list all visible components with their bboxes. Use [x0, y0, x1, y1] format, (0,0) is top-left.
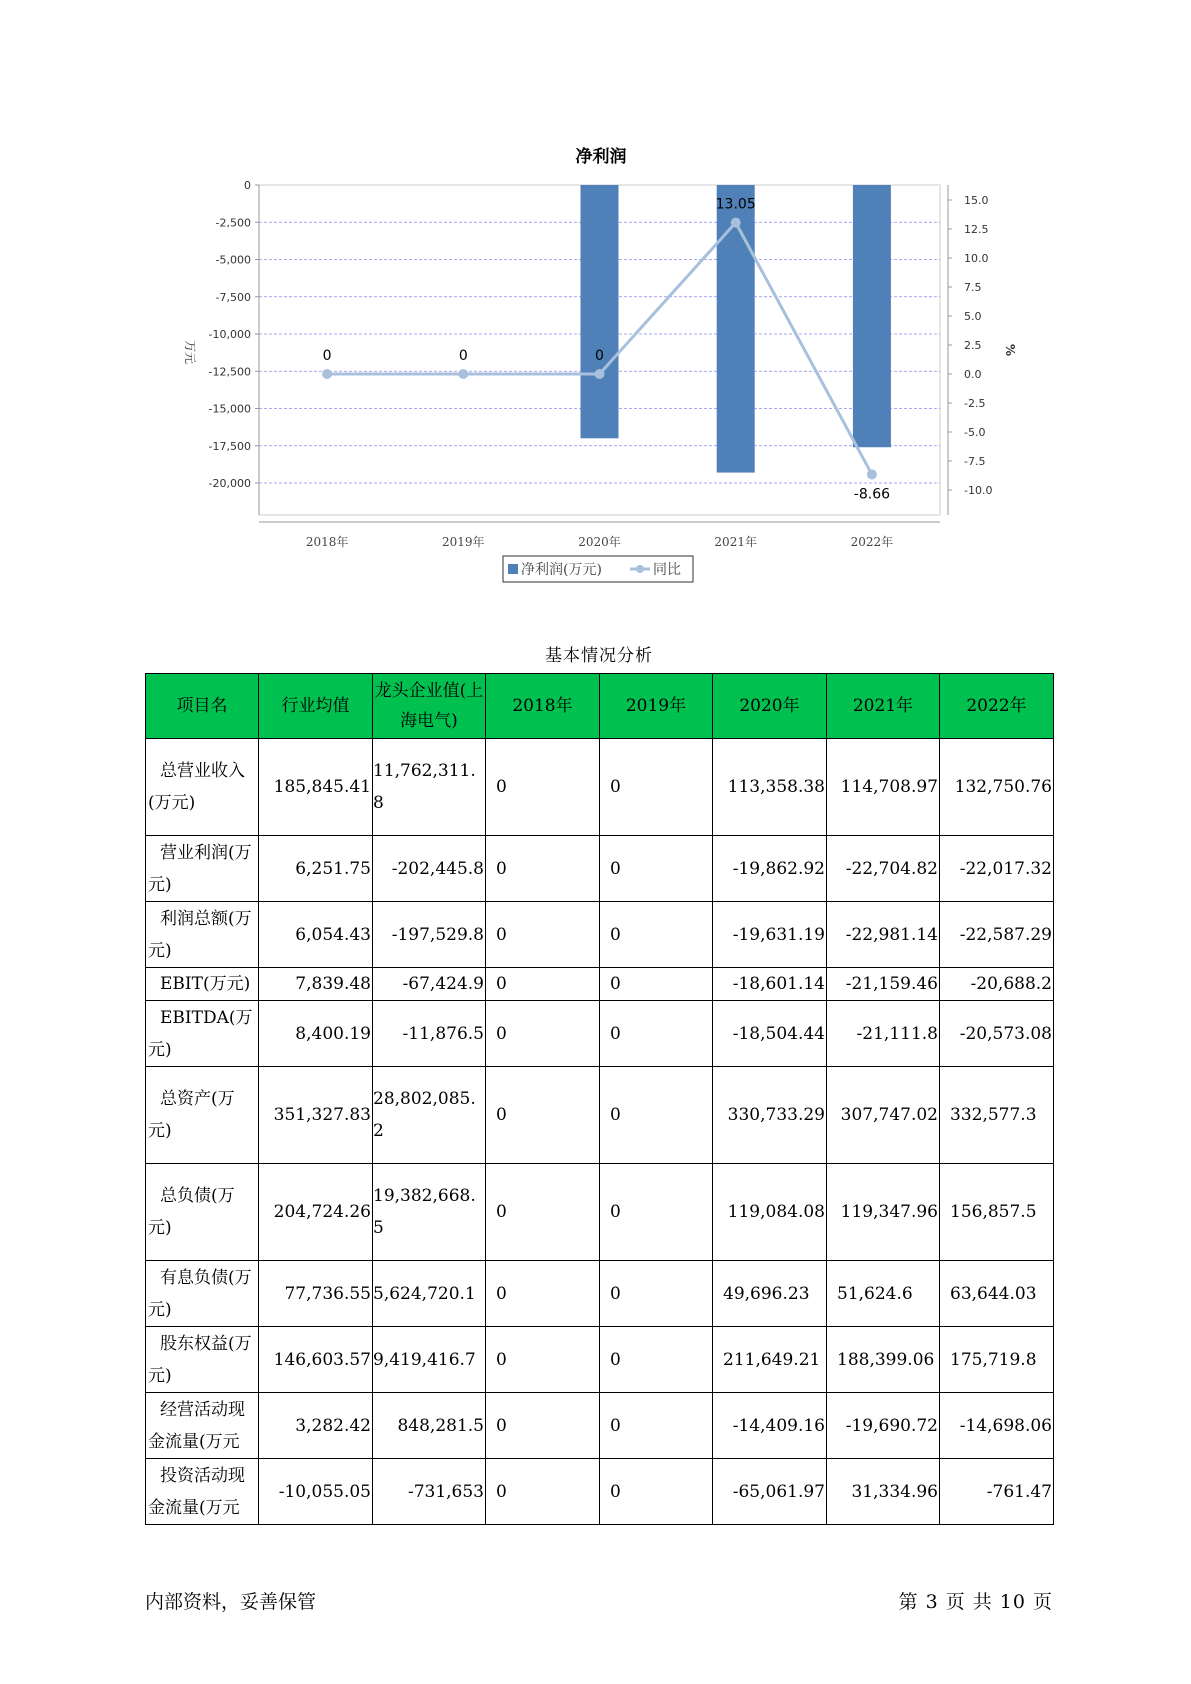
year-value-cell: 0 [486, 1001, 600, 1067]
y-tick-label: -10,000 [208, 328, 251, 341]
legend-label-net-profit: 净利润(万元) [521, 562, 602, 578]
year-value-cell: -20,688.2 [940, 968, 1054, 1001]
year-value-cell: 0 [600, 1164, 713, 1261]
table-row [146, 1459, 1054, 1525]
legend-swatch-bar [508, 564, 518, 574]
x-tick-label: 2020年 [578, 535, 621, 549]
table-row [146, 1261, 1054, 1327]
year-value-cell: 0 [600, 1261, 713, 1327]
industry-average-cell: -10,055.05 [259, 1459, 373, 1525]
growth-point-2021年 [731, 218, 741, 228]
year-value-cell: 0 [486, 1164, 600, 1261]
leader-value-cell: 11,762,311.8 [373, 739, 486, 836]
industry-average-cell: 351,327.83 [259, 1067, 373, 1164]
growth-point-2018年 [322, 369, 332, 379]
header-cell: 项目名 [146, 674, 259, 739]
row-name-cell: 总负债(万元) [146, 1164, 259, 1261]
growth-point-2020年 [595, 369, 605, 379]
chart-title: 净利润 [575, 147, 627, 167]
year-value-cell: -14,698.06 [940, 1393, 1054, 1459]
table-row [146, 1164, 1054, 1261]
year-value-cell: 49,696.23 [713, 1261, 827, 1327]
leader-value-cell: 9,419,416.7 [373, 1327, 486, 1393]
legend-swatch-dot [636, 565, 644, 573]
year-value-cell: 188,399.06 [827, 1327, 940, 1393]
year-value-cell: 119,084.08 [713, 1164, 827, 1261]
chart-legend [503, 556, 693, 582]
x-tick-label: 2019年 [442, 535, 485, 549]
year-value-cell: 132,750.76 [940, 739, 1054, 836]
year-value-cell: -21,159.46 [827, 968, 940, 1001]
leader-value-cell: 19,382,668.5 [373, 1164, 486, 1261]
year-value-cell: 0 [486, 1459, 600, 1525]
y-tick-label: -15,000 [208, 402, 251, 416]
row-name-cell: 投资活动现金流量(万元 [146, 1459, 259, 1525]
year-value-cell: -19,690.72 [827, 1393, 940, 1459]
year-value-cell: 0 [486, 968, 600, 1001]
industry-average-cell: 185,845.41 [259, 739, 373, 836]
row-name-cell: EBITDA(万元) [146, 1001, 259, 1067]
row-name-cell: 总资产(万元) [146, 1067, 259, 1164]
y2-tick-label: 0.0 [964, 368, 982, 381]
year-value-cell: 211,649.21 [713, 1327, 827, 1393]
year-value-cell: -65,061.97 [713, 1459, 827, 1525]
year-value-cell: 156,857.5 [940, 1164, 1054, 1261]
table-row [146, 968, 1054, 1001]
data-label-2021年: 13.05 [715, 196, 756, 213]
year-value-cell: 0 [600, 836, 713, 902]
industry-average-cell: 7,839.48 [259, 968, 373, 1001]
data-label-2022年: -8.66 [853, 486, 891, 503]
table-row [146, 739, 1054, 836]
leader-value-cell: -67,424.9 [373, 968, 486, 1001]
row-name-cell: 股东权益(万元) [146, 1327, 259, 1393]
row-name-cell: 有息负债(万元) [146, 1261, 259, 1327]
y2-tick-label: 5.0 [964, 310, 982, 323]
data-label-2019年: 0 [458, 348, 468, 364]
year-value-cell: 0 [486, 1067, 600, 1164]
growth-point-2022年 [867, 469, 877, 479]
leader-value-cell: -202,445.8 [373, 836, 486, 902]
y2-tick-label: 12.5 [964, 223, 989, 236]
row-name-cell: EBIT(万元) [146, 968, 259, 1001]
industry-average-cell: 3,282.42 [259, 1393, 373, 1459]
year-value-cell: 307,747.02 [827, 1067, 940, 1164]
industry-average-cell: 6,251.75 [259, 836, 373, 902]
y2-tick-label: -2.5 [964, 397, 986, 410]
footer-page-number: 第 3 页 共 10 页 [898, 1591, 1053, 1613]
year-value-cell: -18,601.14 [713, 968, 827, 1001]
row-name-cell: 利润总额(万元) [146, 902, 259, 968]
y-axis-label: 万元 [183, 339, 197, 365]
y-tick-label: -2,500 [215, 216, 251, 230]
table-row [146, 836, 1054, 902]
year-value-cell: -22,587.29 [940, 902, 1054, 968]
leader-value-cell: 5,624,720.1 [373, 1261, 486, 1327]
header-cell: 2021年 [827, 674, 940, 739]
year-value-cell: 0 [486, 1261, 600, 1327]
year-value-cell: -21,111.8 [827, 1001, 940, 1067]
year-value-cell: 0 [600, 1459, 713, 1525]
year-value-cell: 0 [486, 902, 600, 968]
industry-average-cell: 204,724.26 [259, 1164, 373, 1261]
table-caption: 基本情况分析 [545, 646, 653, 666]
y2-tick-label: -7.5 [964, 455, 986, 468]
header-cell: 2020年 [713, 674, 827, 739]
y2-tick-label: 10.0 [964, 252, 989, 265]
leader-value-cell: 848,281.5 [373, 1393, 486, 1459]
table-row [146, 1067, 1054, 1164]
leader-value-cell: 28,802,085.2 [373, 1067, 486, 1164]
x-tick-label: 2021年 [714, 535, 757, 549]
year-value-cell: 51,624.6 [827, 1261, 940, 1327]
table-row [146, 1393, 1054, 1459]
table-row [146, 1001, 1054, 1067]
y2-axis-label: % [1003, 343, 1017, 357]
basic-analysis-table [145, 673, 1054, 1525]
leader-value-cell: -197,529.8 [373, 902, 486, 968]
y-tick-label: -20,000 [208, 477, 251, 490]
header-cell: 2019年 [600, 674, 713, 739]
y2-tick-label: 15.0 [964, 194, 989, 207]
year-value-cell: 31,334.96 [827, 1459, 940, 1525]
year-value-cell: 175,719.8 [940, 1327, 1054, 1393]
year-value-cell: -761.47 [940, 1459, 1054, 1525]
header-cell: 2018年 [486, 674, 600, 739]
year-value-cell: 0 [486, 739, 600, 836]
year-value-cell: 0 [600, 1327, 713, 1393]
header-cell: 行业均值 [259, 674, 373, 739]
row-name-cell: 经营活动现金流量(万元 [146, 1393, 259, 1459]
y2-tick-label: 2.5 [964, 339, 982, 352]
year-value-cell: -19,862.92 [713, 836, 827, 902]
year-value-cell: 0 [486, 1327, 600, 1393]
year-value-cell: 0 [600, 739, 713, 836]
footer-confidential: 内部资料，妥善保管 [145, 1591, 317, 1613]
year-value-cell: -22,704.82 [827, 836, 940, 902]
year-value-cell: -19,631.19 [713, 902, 827, 968]
year-value-cell: -14,409.16 [713, 1393, 827, 1459]
year-value-cell: 0 [600, 1393, 713, 1459]
year-value-cell: 0 [486, 836, 600, 902]
year-value-cell: -22,981.14 [827, 902, 940, 968]
y-tick-label: -5,000 [215, 253, 251, 267]
year-value-cell: 0 [486, 1393, 600, 1459]
row-name-cell: 营业利润(万元) [146, 836, 259, 902]
year-value-cell: -20,573.08 [940, 1001, 1054, 1067]
table-row [146, 1327, 1054, 1393]
year-value-cell: 332,577.3 [940, 1067, 1054, 1164]
header-cell: 龙头企业值(上海电气) [373, 674, 486, 739]
table-header-row [146, 674, 1054, 739]
y2-tick-label: -10.0 [964, 484, 993, 497]
y2-tick-label: 7.5 [964, 281, 982, 294]
data-label-2018年: 0 [322, 348, 332, 364]
y-tick-label: 0 [244, 179, 251, 192]
year-value-cell: 0 [600, 968, 713, 1001]
year-value-cell: 113,358.38 [713, 739, 827, 836]
leader-value-cell: -731,653 [373, 1459, 486, 1525]
y-tick-label: -12,500 [208, 365, 251, 379]
year-value-cell: 114,708.97 [827, 739, 940, 836]
table-row [146, 902, 1054, 968]
y-tick-label: -7,500 [215, 290, 251, 304]
year-value-cell: -22,017.32 [940, 836, 1054, 902]
year-value-cell: 0 [600, 1001, 713, 1067]
legend-label-growth: 同比 [653, 562, 681, 578]
x-tick-label: 2018年 [305, 535, 349, 549]
year-value-cell: 330,733.29 [713, 1067, 827, 1164]
industry-average-cell: 146,603.57 [259, 1327, 373, 1393]
row-name-cell: 总营业收入(万元) [146, 739, 259, 836]
bar-2022年 [853, 185, 891, 447]
year-value-cell: 119,347.96 [827, 1164, 940, 1261]
bar-2020年 [581, 185, 619, 438]
bar-2021年 [717, 185, 755, 473]
industry-average-cell: 6,054.43 [259, 902, 373, 968]
x-tick-label: 2022年 [850, 535, 894, 549]
industry-average-cell: 8,400.19 [259, 1001, 373, 1067]
year-value-cell: 0 [600, 902, 713, 968]
y-tick-label: -17,500 [208, 439, 251, 453]
y2-tick-label: -5.0 [964, 426, 986, 439]
year-value-cell: 63,644.03 [940, 1261, 1054, 1327]
year-value-cell: 0 [600, 1067, 713, 1164]
net-profit-chart [0, 0, 1191, 600]
growth-point-2019年 [458, 369, 468, 379]
data-label-2020年: 0 [595, 348, 604, 364]
header-cell: 2022年 [940, 674, 1054, 739]
industry-average-cell: 77,736.55 [259, 1261, 373, 1327]
leader-value-cell: -11,876.5 [373, 1001, 486, 1067]
year-value-cell: -18,504.44 [713, 1001, 827, 1067]
